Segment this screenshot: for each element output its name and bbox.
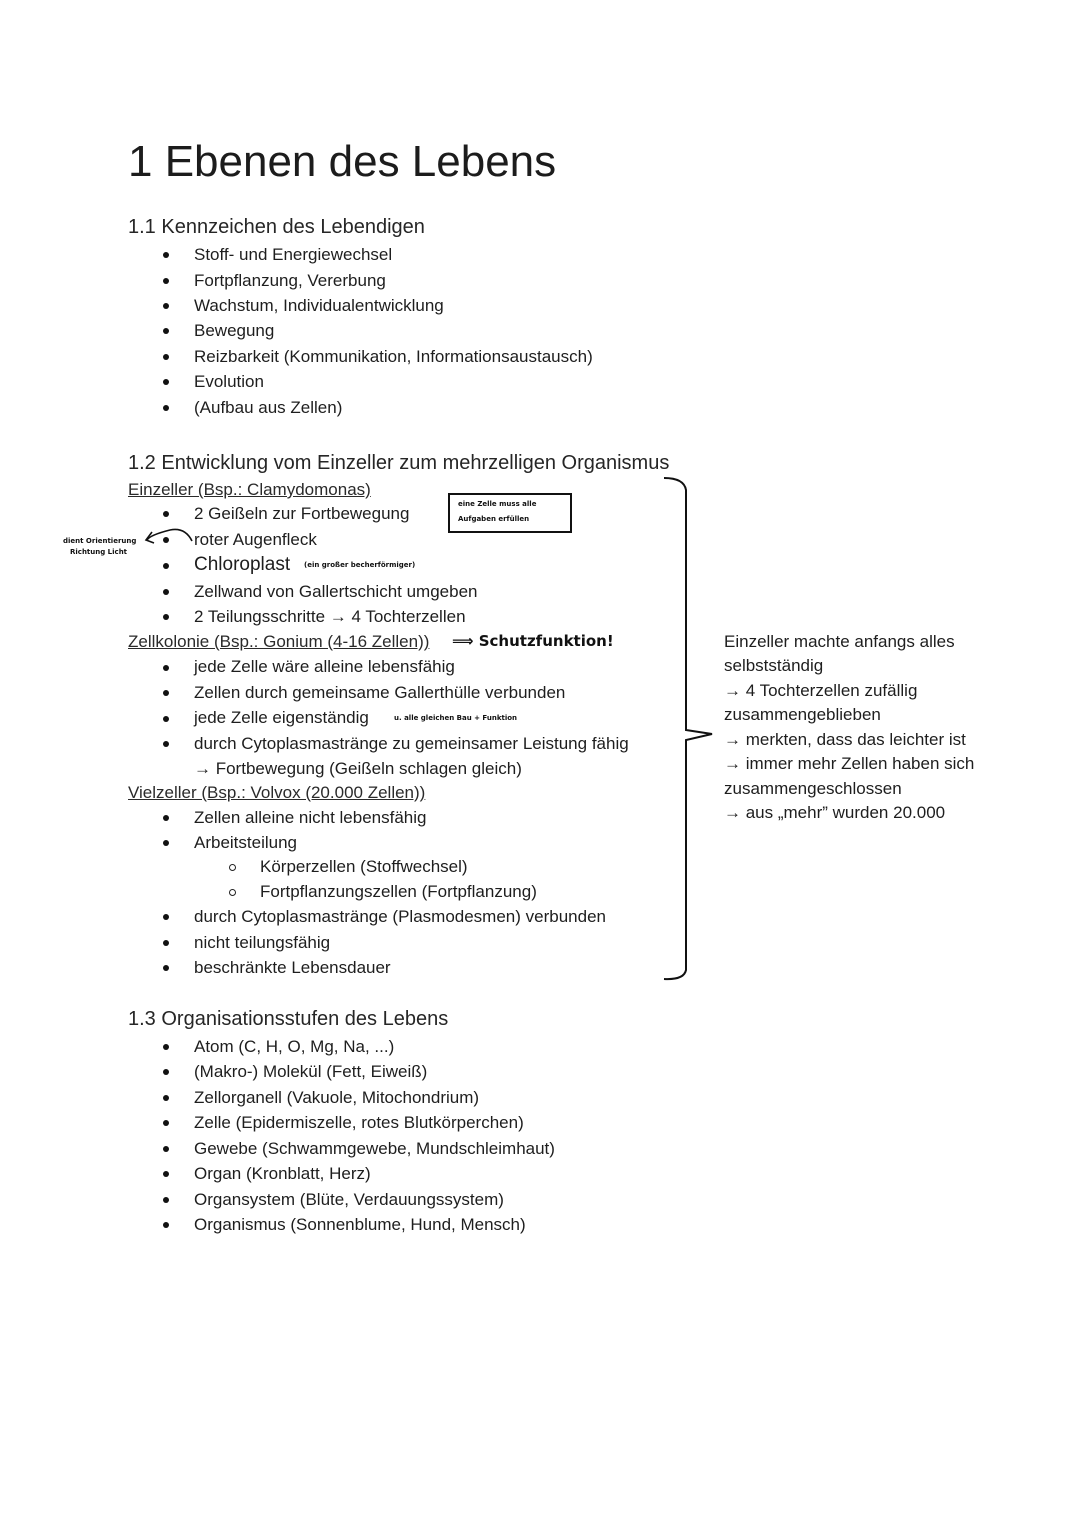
bullet <box>163 278 169 284</box>
list-item: Zellwand von Gallertschicht umgeben <box>194 582 478 601</box>
list-item: Wachstum, Individualentwicklung <box>194 296 444 315</box>
bullet <box>163 252 169 258</box>
sub-bullet <box>229 864 236 871</box>
bullet <box>163 1069 169 1075</box>
list-item: Zelle (Epidermiszelle, rotes Blutkörperchen) <box>194 1113 524 1132</box>
bullet <box>163 328 169 334</box>
list-item: Organsystem (Blüte, Verdauungssystem) <box>194 1190 504 1209</box>
list-item: Gewebe (Schwammgewebe, Mundschleimhaut) <box>194 1139 555 1158</box>
bullet <box>163 379 169 385</box>
side-note-line: → aus „mehr” wurden 20.000 <box>724 803 946 822</box>
list-item: beschränkte Lebensdauer <box>194 958 391 977</box>
einzeller-label: Einzeller (Bsp.: Clamydomonas) <box>128 480 371 499</box>
vielzeller-label: Vielzeller (Bsp.: Volvox (20.000 Zellen)) <box>128 783 426 802</box>
bullet <box>163 354 169 360</box>
list-item: Zellen alleine nicht lebensfähig <box>194 808 427 827</box>
list-item: 2 Teilungsschritte → 4 Tochterzellen <box>194 607 466 626</box>
list-item: Reizbarkeit (Kommunikation, Informationsaustausch) <box>194 347 593 366</box>
bullet <box>163 690 169 696</box>
list-item-continuation: → Fortbewegung (Geißeln schlagen gleich) <box>194 759 522 778</box>
list-item: durch Cytoplasmastränge zu gemeinsamer Leistung fähig <box>194 734 629 753</box>
bullet <box>163 1171 169 1177</box>
bullet <box>163 405 169 411</box>
sub-list-item: Körperzellen (Stoffwechsel) <box>260 857 468 876</box>
side-note-line: zusammengeschlossen <box>724 779 902 798</box>
side-note-line: selbstständig <box>724 656 824 675</box>
side-note-line: → merkten, dass das leichter ist <box>724 730 966 749</box>
list-item: Evolution <box>194 372 264 391</box>
bullet <box>163 1197 169 1203</box>
bullet <box>163 940 169 946</box>
bullet <box>163 840 169 846</box>
list-item: Stoff- und Energiewechsel <box>194 245 393 264</box>
list-item: Atom (C, H, O, Mg, Na, ...) <box>194 1037 395 1056</box>
handwritten-eigen-note: u. alle gleichen Bau + Funktion <box>394 714 518 722</box>
bullet <box>163 1146 169 1152</box>
side-note-line: → immer mehr Zellen haben sich <box>724 754 975 773</box>
bracket <box>664 478 712 979</box>
list-item: Bewegung <box>194 321 275 340</box>
bullet <box>163 815 169 821</box>
list-item: Zellorganell (Vakuole, Mitochondrium) <box>194 1088 480 1107</box>
list-item: 2 Geißeln zur Fortbewegung <box>194 504 410 523</box>
bullet <box>163 1120 169 1126</box>
bullet <box>163 914 169 920</box>
handwritten-box-note <box>448 493 572 533</box>
section-1-2-heading: 1.2 Entwicklung vom Einzeller zum mehrzelligen Organismus <box>128 452 670 474</box>
handwritten-chloroplast-note: (ein großer becherförmiger) <box>304 561 416 569</box>
list-item: Arbeitsteilung <box>194 833 298 852</box>
pointer-arrow <box>147 529 192 541</box>
list-item: Organismus (Sonnenblume, Hund, Mensch) <box>194 1215 526 1234</box>
sub-list-item: Fortpflanzungszellen (Fortpflanzung) <box>260 882 537 901</box>
box-note-line: eine Zelle muss alle <box>458 500 537 508</box>
bullet <box>163 1095 169 1101</box>
bullet <box>163 1222 169 1228</box>
bullet <box>163 589 169 595</box>
list-item: Fortpflanzung, Vererbung <box>194 271 386 290</box>
handwritten-side-note: Richtung Licht <box>70 548 128 556</box>
list-item: jede Zelle wäre alleine lebensfähig <box>194 657 455 676</box>
section-1-3-heading: 1.3 Organisationsstufen des Lebens <box>128 1008 449 1030</box>
list-item: (Makro-) Molekül (Fett, Eiweiß) <box>194 1062 428 1081</box>
bullet <box>163 511 169 517</box>
bullet <box>163 303 169 309</box>
side-note-line: → 4 Tochterzellen zufällig <box>724 681 918 700</box>
bullet <box>163 1044 169 1050</box>
bullet <box>163 741 169 747</box>
side-note-line: zusammengeblieben <box>724 705 881 724</box>
list-item: jede Zelle eigenständig <box>194 708 369 727</box>
section-1-1-heading: 1.1 Kennzeichen des Lebendigen <box>128 216 425 238</box>
list-item: (Aufbau aus Zellen) <box>194 398 343 417</box>
sub-bullet <box>229 889 236 896</box>
list-item: nicht teilungsfähig <box>194 933 331 952</box>
box-note-line: Aufgaben erfüllen <box>458 515 530 523</box>
list-item: Zellen durch gemeinsame Gallerthülle verbunden <box>194 683 566 702</box>
bullet <box>163 537 169 543</box>
page-title: 1 Ebenen des Lebens <box>128 137 557 186</box>
list-item: Organ (Kronblatt, Herz) <box>194 1164 371 1183</box>
bullet <box>163 965 169 971</box>
zellkolonie-label: Zellkolonie (Bsp.: Gonium (4-16 Zellen)) <box>128 632 430 651</box>
bullet <box>163 665 169 671</box>
pointer-arrowhead <box>146 532 154 543</box>
side-note-line: Einzeller machte anfangs alles <box>724 632 955 651</box>
bullet <box>163 716 169 722</box>
list-item: Chloroplast <box>194 554 291 575</box>
bullet <box>163 563 169 569</box>
list-item: roter Augenfleck <box>194 530 317 549</box>
bullet <box>163 614 169 620</box>
handwritten-side-note: dient Orientierung <box>63 537 137 545</box>
handwritten-schutzfunktion: ⟹ Schutzfunktion! <box>452 632 614 650</box>
list-item: durch Cytoplasmastränge (Plasmodesmen) verbunden <box>194 907 606 926</box>
